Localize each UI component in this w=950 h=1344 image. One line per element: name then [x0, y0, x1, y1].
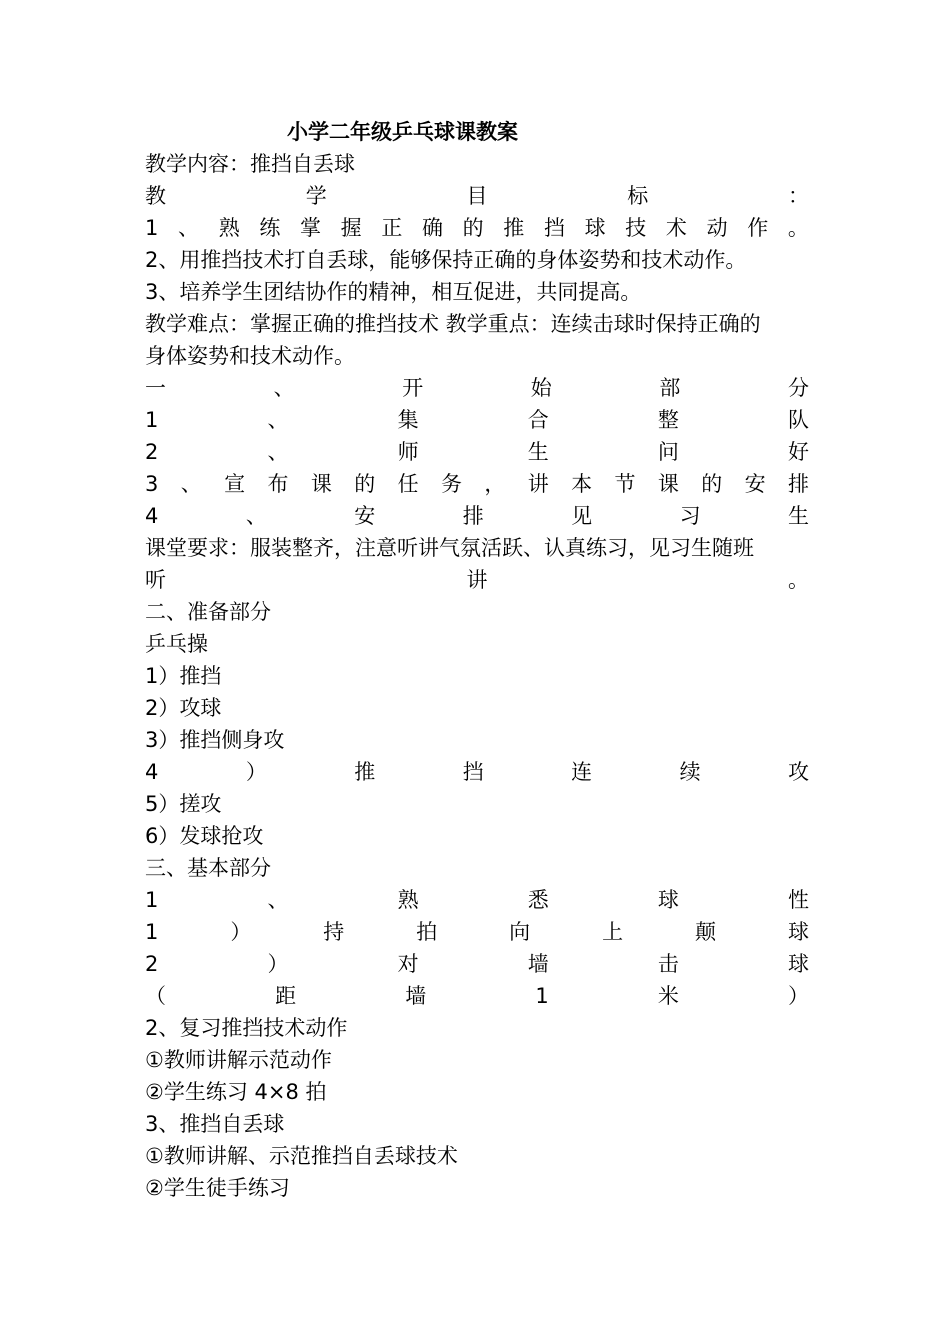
text-line: 身体姿势和技术动作。 [145, 344, 355, 368]
text-char: 师 [397, 440, 419, 464]
text-line: 3）推挡侧身攻 [145, 728, 285, 752]
text-char: 推 [503, 216, 525, 240]
text-char: 技 [625, 216, 647, 240]
text-char: 安 [744, 472, 766, 496]
text-line: 3、推挡自丢球 [145, 1112, 285, 1136]
text-char: 任 [397, 472, 419, 496]
text-char: 节 [614, 472, 636, 496]
text-char: 课 [310, 472, 332, 496]
text-line: ②学生徒手练习 [145, 1176, 290, 1200]
text-char: 2 [145, 440, 159, 464]
text-char: 墙 [527, 952, 549, 976]
text-char: 正 [381, 216, 403, 240]
text-char: 熟 [218, 216, 240, 240]
text-char: 作 [747, 216, 769, 240]
text-char: 向 [509, 920, 531, 944]
text-char: 击 [657, 952, 679, 976]
text-line: 课堂要求：服装整齐，注意听讲气氛活跃、认真练习，见习生随班 [145, 536, 754, 560]
text-line: 6）发球抢攻 [145, 824, 264, 848]
text-char: ） [245, 760, 267, 784]
text-char: ， [484, 472, 506, 496]
text-char: ） [230, 920, 252, 944]
text-line: 2、复习推挡技术动作 [145, 1016, 348, 1040]
text-line: 教学难点：掌握正确的推挡技术 教学重点：连续击球时保持正确的 [145, 312, 761, 336]
text-char: 颠 [695, 920, 716, 944]
text-char: 学 [305, 184, 327, 208]
text-char: 4 [145, 760, 159, 784]
text-char: 集 [397, 408, 419, 432]
text-char: 掌 [300, 216, 321, 240]
text-line: 二、准备部分 [145, 600, 271, 624]
document-body [145, 148, 809, 1204]
text-line [145, 564, 809, 596]
text-char: 性 [788, 888, 809, 912]
text-char: 。 [788, 568, 809, 592]
text-char: 部 [659, 376, 681, 400]
text-char: 目 [466, 184, 488, 208]
text-char: 1 [145, 920, 159, 944]
text-char: 、 [267, 408, 289, 432]
text-char: 1 [145, 888, 159, 912]
text-char: 始 [530, 376, 552, 400]
text-char: ） [788, 984, 809, 1008]
text-line: 三、基本部分 [145, 856, 271, 880]
text-char: 的 [462, 216, 484, 240]
text-char: 。 [787, 216, 809, 240]
text-char: 好 [788, 440, 809, 464]
text-char: 合 [527, 408, 549, 432]
text-char: 1 [145, 408, 159, 432]
text-char: 球 [584, 216, 606, 240]
text-char: 墙 [405, 984, 427, 1008]
text-line [145, 500, 809, 532]
text-char: 的 [701, 472, 723, 496]
text-char: 2 [145, 952, 159, 976]
text-char: 讲 [527, 472, 549, 496]
text-line [145, 980, 809, 1012]
text-char: 、 [267, 888, 289, 912]
text-line [145, 212, 809, 244]
text-char: 务 [441, 472, 462, 496]
text-line: 2）攻球 [145, 696, 222, 720]
text-char: 球 [788, 952, 809, 976]
text-char: 的 [354, 472, 376, 496]
text-line [145, 180, 809, 212]
text-char: 见 [571, 504, 593, 528]
text-line [145, 468, 809, 500]
text-char: 开 [402, 376, 424, 400]
text-char: 课 [657, 472, 679, 496]
text-char: 上 [602, 920, 624, 944]
text-char: 球 [787, 920, 809, 944]
text-line [145, 884, 809, 916]
text-char: 、 [245, 504, 267, 528]
text-char: 习 [679, 504, 701, 528]
text-line: 5）搓攻 [145, 792, 222, 816]
text-char: 教 [145, 184, 166, 208]
text-char: 宣 [224, 472, 246, 496]
text-line [145, 372, 809, 404]
text-line [145, 948, 809, 980]
text-char: 确 [421, 216, 443, 240]
text-char: 安 [354, 504, 376, 528]
text-line: ①教师讲解示范动作 [145, 1048, 332, 1072]
text-char: 4 [145, 504, 159, 528]
text-char: 术 [665, 216, 687, 240]
text-char: 本 [571, 472, 593, 496]
text-char: 听 [145, 568, 166, 592]
text-line: 3、培养学生团结协作的精神，相互促进，共同提高。 [145, 280, 642, 304]
text-char: 生 [788, 504, 809, 528]
text-line: ②学生练习 4×8 拍 [145, 1080, 327, 1104]
text-char: 握 [340, 216, 362, 240]
text-char: 队 [788, 408, 809, 432]
text-line: 2、用推挡技术打自丢球，能够保持正确的身体姿势和技术动作。 [145, 248, 747, 272]
text-char: 悉 [527, 888, 549, 912]
text-char: 一 [145, 376, 166, 400]
text-char: 问 [657, 440, 679, 464]
text-char: 生 [527, 440, 549, 464]
text-line: 乒乓操 [145, 632, 208, 656]
text-char: 3 [145, 472, 159, 496]
text-char: 挡 [462, 760, 484, 784]
text-line: 1）推挡 [145, 664, 222, 688]
text-line [145, 756, 809, 788]
text-char: 、 [178, 216, 200, 240]
document-title: 小学二年级乒乓球课教案 [287, 120, 518, 144]
text-char: 布 [267, 472, 289, 496]
text-char: 距 [275, 984, 297, 1008]
text-char: 1 [535, 984, 549, 1008]
text-char: 球 [657, 888, 679, 912]
text-line: 教学内容：推挡自丢球 [145, 152, 355, 176]
text-char: 、 [267, 440, 289, 464]
text-char: 连 [571, 760, 593, 784]
text-char: 攻 [788, 760, 809, 784]
text-char: 对 [397, 952, 419, 976]
text-char: 持 [323, 920, 345, 944]
text-char: 挡 [543, 216, 565, 240]
text-char: 、 [273, 376, 295, 400]
text-line [145, 916, 809, 948]
text-char: 米 [657, 984, 679, 1008]
text-char: 拍 [416, 920, 438, 944]
text-char: ） [267, 952, 289, 976]
text-char: ： [788, 184, 809, 208]
text-line [145, 436, 809, 468]
text-char: 续 [679, 760, 701, 784]
text-char: 动 [706, 216, 728, 240]
text-char: 练 [259, 216, 281, 240]
text-char: （ [145, 984, 166, 1008]
text-line: ①教师讲解、示范推挡自丢球技术 [145, 1144, 458, 1168]
text-char: 推 [354, 760, 376, 784]
text-char: 讲 [466, 568, 488, 592]
text-char: 整 [657, 408, 679, 432]
text-char: 、 [180, 472, 202, 496]
text-char: 1 [145, 216, 159, 240]
text-char: 排 [788, 472, 809, 496]
text-char: 排 [462, 504, 484, 528]
text-line [145, 404, 809, 436]
text-char: 分 [787, 376, 809, 400]
text-char: 标 [627, 184, 649, 208]
text-char: 熟 [397, 888, 419, 912]
